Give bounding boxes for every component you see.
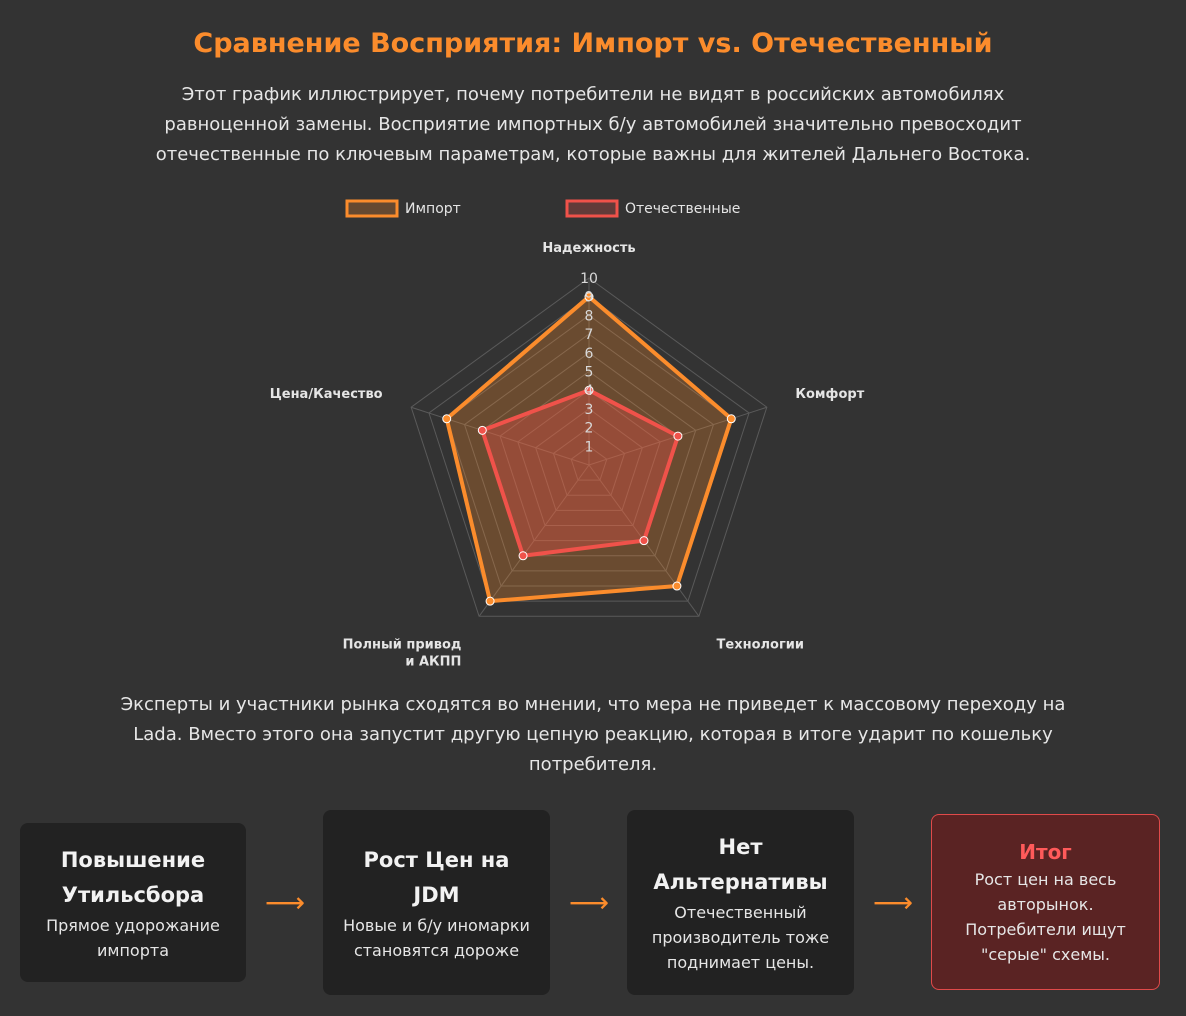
data-point-domestic-5 xyxy=(478,426,486,434)
tick-label-7: 7 xyxy=(584,327,594,344)
chart-legend xyxy=(347,201,740,217)
tick-label-9: 9 xyxy=(584,289,594,306)
axis-label-2 xyxy=(795,387,864,402)
legend-item-domestic[interactable] xyxy=(567,201,740,217)
flow-card-title: Нет Альтернативы xyxy=(653,835,828,894)
flow-card-text: Новые и б/у иномарки становятся дороже xyxy=(343,915,530,960)
page-title: Сравнение Восприятия: Импорт vs. Отечественный xyxy=(193,28,993,59)
legend-label-domestic: Отечественные xyxy=(625,201,741,217)
axis-label-line: Надежность xyxy=(542,241,636,256)
legend-swatch-import xyxy=(347,201,397,216)
data-point-import-3 xyxy=(673,582,681,590)
axis-label-line: и АКПП xyxy=(405,654,462,670)
tick-label-4: 4 xyxy=(584,383,594,400)
data-point-import-5 xyxy=(443,415,451,423)
axis-label-line: Технологии xyxy=(716,637,805,653)
radar-chart xyxy=(0,190,1186,670)
tick-label-8: 8 xyxy=(584,308,594,325)
tick-label-1: 1 xyxy=(584,439,594,456)
tick-label-5: 5 xyxy=(584,364,594,381)
data-point-domestic-3 xyxy=(640,537,648,545)
flow-card-text: Отечественный производитель тоже поднимает цены. xyxy=(651,903,830,972)
data-point-import-2 xyxy=(727,415,735,423)
flow-card-no-alternative xyxy=(627,810,854,995)
axis-label-line: Комфорт xyxy=(795,386,865,402)
flow-card-jdm-prices xyxy=(323,810,550,995)
flow-card-util-fee xyxy=(20,823,246,982)
tick-label-10: 10 xyxy=(580,271,598,287)
flow-card-result xyxy=(931,814,1160,990)
flow-card-text: Прямое удорожание импорта xyxy=(46,915,220,960)
axis-label-line: Полный привод xyxy=(342,637,462,653)
tick-label-3: 3 xyxy=(584,401,594,418)
axis-label-5 xyxy=(270,387,383,402)
legend-label-import: Импорт xyxy=(405,201,461,217)
legend-swatch-domestic xyxy=(567,201,617,216)
flow-arrow-icon: ⟶ xyxy=(873,886,914,919)
tick-label-6: 6 xyxy=(584,345,594,362)
axis-label-1 xyxy=(542,241,635,256)
flow-arrow-icon: ⟶ xyxy=(569,886,610,919)
flow-card-title: Повышение Утильсбора xyxy=(60,847,206,907)
intro-paragraph: Этот график иллюстрирует, почему потребители не видят в российских автомобилях равноценной замены. Восприятие импортных б/у автомобилей значительно превосходит отечественные по ключевым параметрам, которые важны для жителей Дальнего Востока. xyxy=(155,84,1031,165)
axis-label-line: Цена/Качество xyxy=(269,386,383,402)
flow-card-text: Рост цен на весь авторынок. Потребители ищут "серые" схемы. xyxy=(965,870,1126,964)
data-point-import-4 xyxy=(486,597,494,605)
flow-arrow-icon: ⟶ xyxy=(265,886,306,919)
conclusion-paragraph: Эксперты и участники рынка сходятся во мнении, что мера не приведет к массовому переходу на Lada. Вместо этого она запустит другую цепную реакцию, которая в итоге ударит по кошельку потребителя. xyxy=(120,694,1066,775)
flow-card-title: Рост Цен на JDM xyxy=(363,847,510,907)
axis-label-4 xyxy=(343,638,462,670)
data-point-domestic-4 xyxy=(519,552,527,560)
tick-label-2: 2 xyxy=(584,420,594,437)
axis-label-3 xyxy=(717,638,804,653)
legend-item-import[interactable] xyxy=(347,201,461,217)
flow-card-title: Итог xyxy=(1019,840,1072,864)
data-point-domestic-2 xyxy=(674,432,682,440)
